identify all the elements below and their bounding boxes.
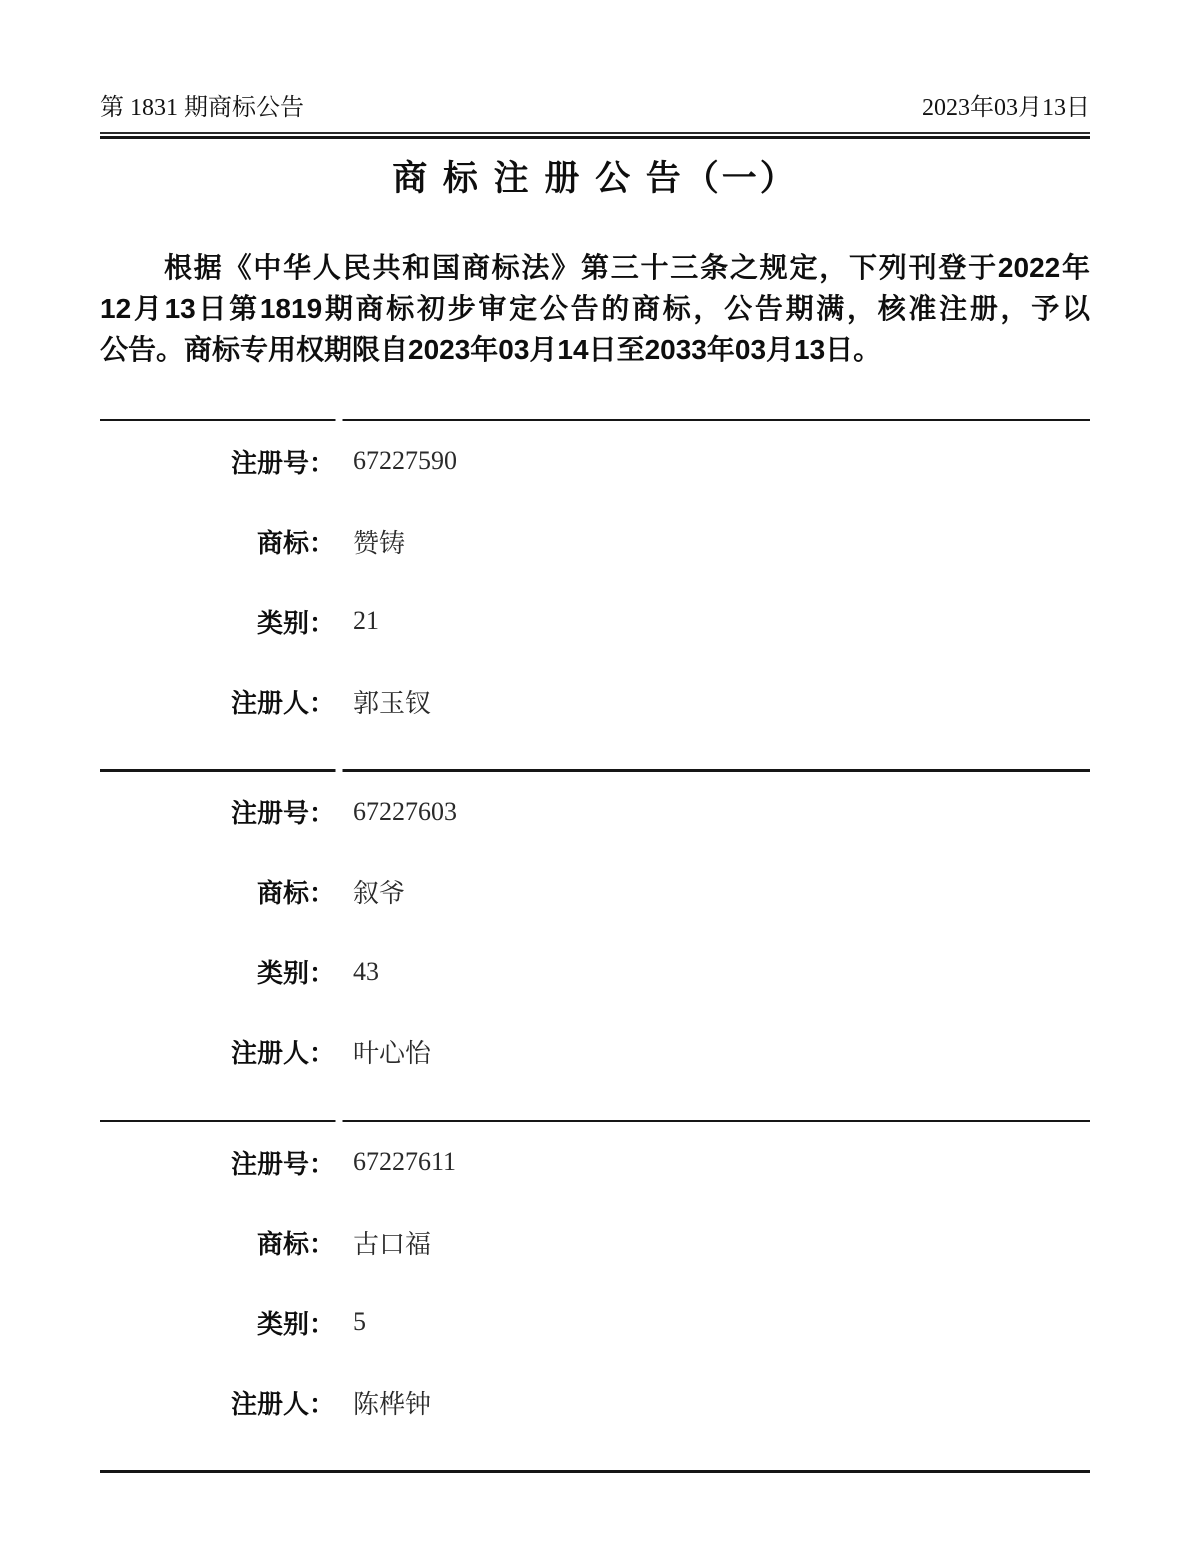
trademark-label: 商标： <box>256 1228 335 1259</box>
category-value: 5 <box>353 1307 366 1337</box>
field-row-registrant <box>100 1012 1090 1092</box>
category-label: 类别： <box>256 958 335 989</box>
trademark-entry-1 <box>100 419 1090 742</box>
field-row-reg-no <box>100 1122 1090 1202</box>
reg-no-value: 67227603 <box>353 796 457 826</box>
date-label: 2023年03月13日 <box>922 95 1090 121</box>
field-row-trademark <box>100 1202 1090 1282</box>
registrant-label: 注册人： <box>230 1388 335 1419</box>
field-row-reg-no <box>100 421 1090 501</box>
trademark-value: 古口福 <box>353 1229 432 1259</box>
field-row-category <box>100 1282 1090 1362</box>
field-row-reg-no <box>100 772 1090 852</box>
announcement-page <box>100 0 1090 1473</box>
category-label: 类别： <box>256 1308 335 1339</box>
registrant-value: 郭玉钗 <box>353 688 432 718</box>
field-row-category <box>100 932 1090 1012</box>
intro-paragraph <box>100 247 1090 370</box>
bottom-rule <box>100 1470 1090 1473</box>
field-row-registrant <box>100 661 1090 741</box>
category-value: 21 <box>353 606 379 636</box>
trademark-entry-2 <box>100 769 1090 1092</box>
trademark-value: 赞铸 <box>353 528 406 558</box>
registrant-value: 叶心怡 <box>353 1039 432 1069</box>
page-title: 商 标 注 册 公 告（一） <box>392 158 798 198</box>
registrant-label: 注册人： <box>230 1038 335 1069</box>
reg-no-value: 67227590 <box>353 446 457 476</box>
reg-no-label: 注册号： <box>230 798 335 829</box>
field-row-category <box>100 581 1090 661</box>
issue-label: 第 1831 期商标公告 <box>100 95 304 121</box>
reg-no-label: 注册号： <box>230 1148 335 1179</box>
trademark-value: 叙爷 <box>353 879 406 909</box>
header-rule <box>100 132 1090 139</box>
trademark-label: 商标： <box>256 527 335 558</box>
field-row-trademark <box>100 501 1090 581</box>
field-row-trademark <box>100 852 1090 932</box>
category-value: 43 <box>353 956 379 986</box>
intro-line-1: 根据《中华人民共和国商标法》第三十三条之规定，下列刊登于2022年 <box>164 251 1090 283</box>
trademark-entry-3 <box>100 1120 1090 1443</box>
registrant-label: 注册人： <box>230 687 335 718</box>
reg-no-label: 注册号： <box>230 447 335 478</box>
intro-line-3: 公告。商标专用权期限自2023年03月14日至2033年03月13日。 <box>100 333 882 365</box>
reg-no-value: 67227611 <box>353 1147 457 1177</box>
intro-line-2: 12月13日第1819期商标初步审定公告的商标，公告期满，核准注册，予以 <box>100 292 1090 324</box>
trademark-label: 商标： <box>256 878 335 909</box>
category-label: 类别： <box>256 607 335 638</box>
registrant-value: 陈桦钟 <box>353 1389 432 1419</box>
field-row-registrant <box>100 1362 1090 1442</box>
document-header <box>100 95 1090 123</box>
